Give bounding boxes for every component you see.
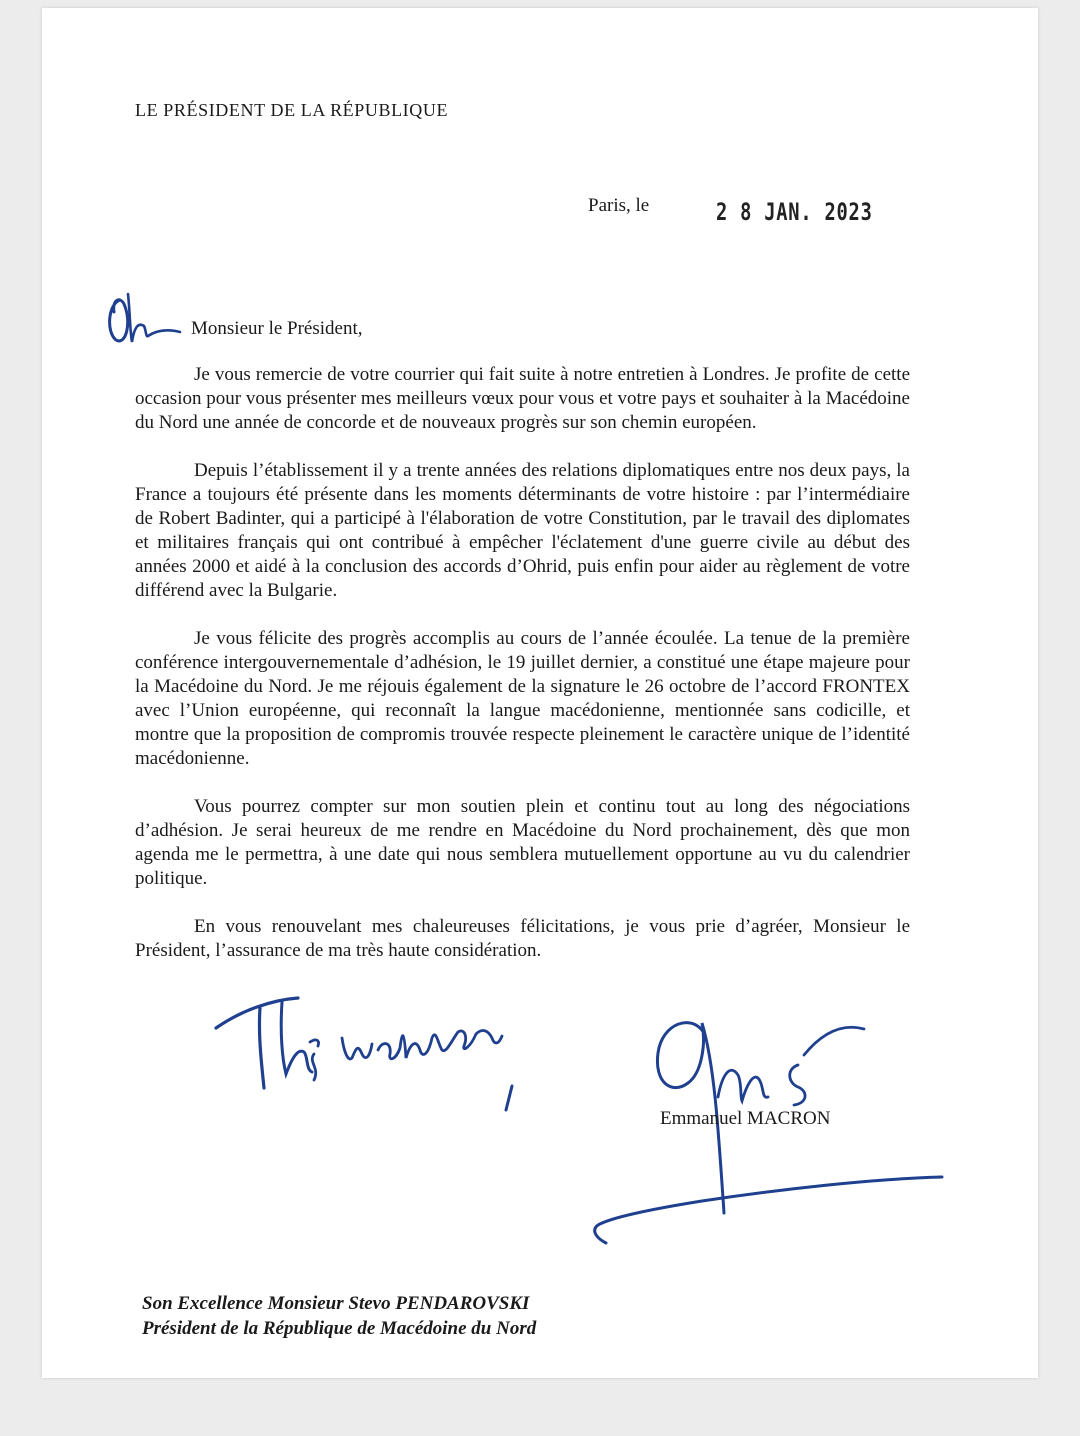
letterhead: LE PRÉSIDENT DE LA RÉPUBLIQUE bbox=[135, 100, 449, 120]
date-stamp: 2 8 JAN. 2023 bbox=[716, 198, 873, 226]
salutation: Monsieur le Président, bbox=[191, 318, 363, 339]
signer-name: Emmanuel MACRON bbox=[660, 1108, 831, 1129]
paragraph: Depuis l’établissement il y a trente années des relations diplomatiques entre nos deux pays, la France a toujours été présente dans les moments déterminants de votre histoire : par l’intermédiaire de Robert Badinter, qui a participé à l'élaboration de votre Constitution, par le travail des diplomates et militaires français qui ont contribué à empêcher l'éclatement d'une guerre civile au début des années 2000 et aidé à la conclusion des accords d’Ohrid, puis enfin pour aider au règlement de votre différend avec la Bulgarie. bbox=[135, 460, 910, 601]
paragraph: Je vous félicite des progrès accomplis au cours de l’année écoulée. La tenue de la première conférence intergouvernementale d’adhésion, le 19 juillet dernier, a constitué une étape majeure pour la Macédoine du Nord. Je me réjouis également de la signature le 26 octobre de l’accord FRONTEX avec l’Union européenne, qui reconnaît la langue macédonienne, mentionnée sans codicille, et montre que la proposition de compromis trouvée respecte pleinement le caractère unique de l’identité macédonienne. bbox=[135, 628, 910, 769]
letter-body bbox=[135, 363, 910, 987]
recipient-block bbox=[142, 1291, 536, 1341]
recipient-name: Son Excellence Monsieur Stevo PENDAROVSKI bbox=[142, 1293, 530, 1314]
handwritten-initials bbox=[98, 292, 188, 352]
place-label: Paris, le bbox=[588, 195, 650, 216]
letter-page bbox=[42, 8, 1038, 1378]
handwritten-closing bbox=[202, 988, 542, 1118]
paragraph: Vous pourrez compter sur mon soutien plein et continu tout au long des négociations d’adhésion. Je serai heureux de me rendre en Macédoine du Nord prochainement, dès que mon agenda me le permettra, à une date qui nous semblera mutuellement opportune au vu du calendrier politique. bbox=[135, 796, 910, 889]
recipient-title: Président de la République de Macédoine du Nord bbox=[142, 1318, 537, 1339]
paragraph: Je vous remercie de votre courrier qui fait suite à notre entretien à Londres. Je profite de cette occasion pour vous présenter mes meilleurs vœux pour vous et votre pays et souhaiter à la Macédoine du Nord une année de concorde et de nouveaux progrès sur son chemin européen. bbox=[135, 364, 910, 433]
paragraph: En vous renouvelant mes chaleureuses félicitations, je vous prie d’agréer, Monsieur le Président, l’assurance de ma très haute considération. bbox=[135, 916, 910, 961]
